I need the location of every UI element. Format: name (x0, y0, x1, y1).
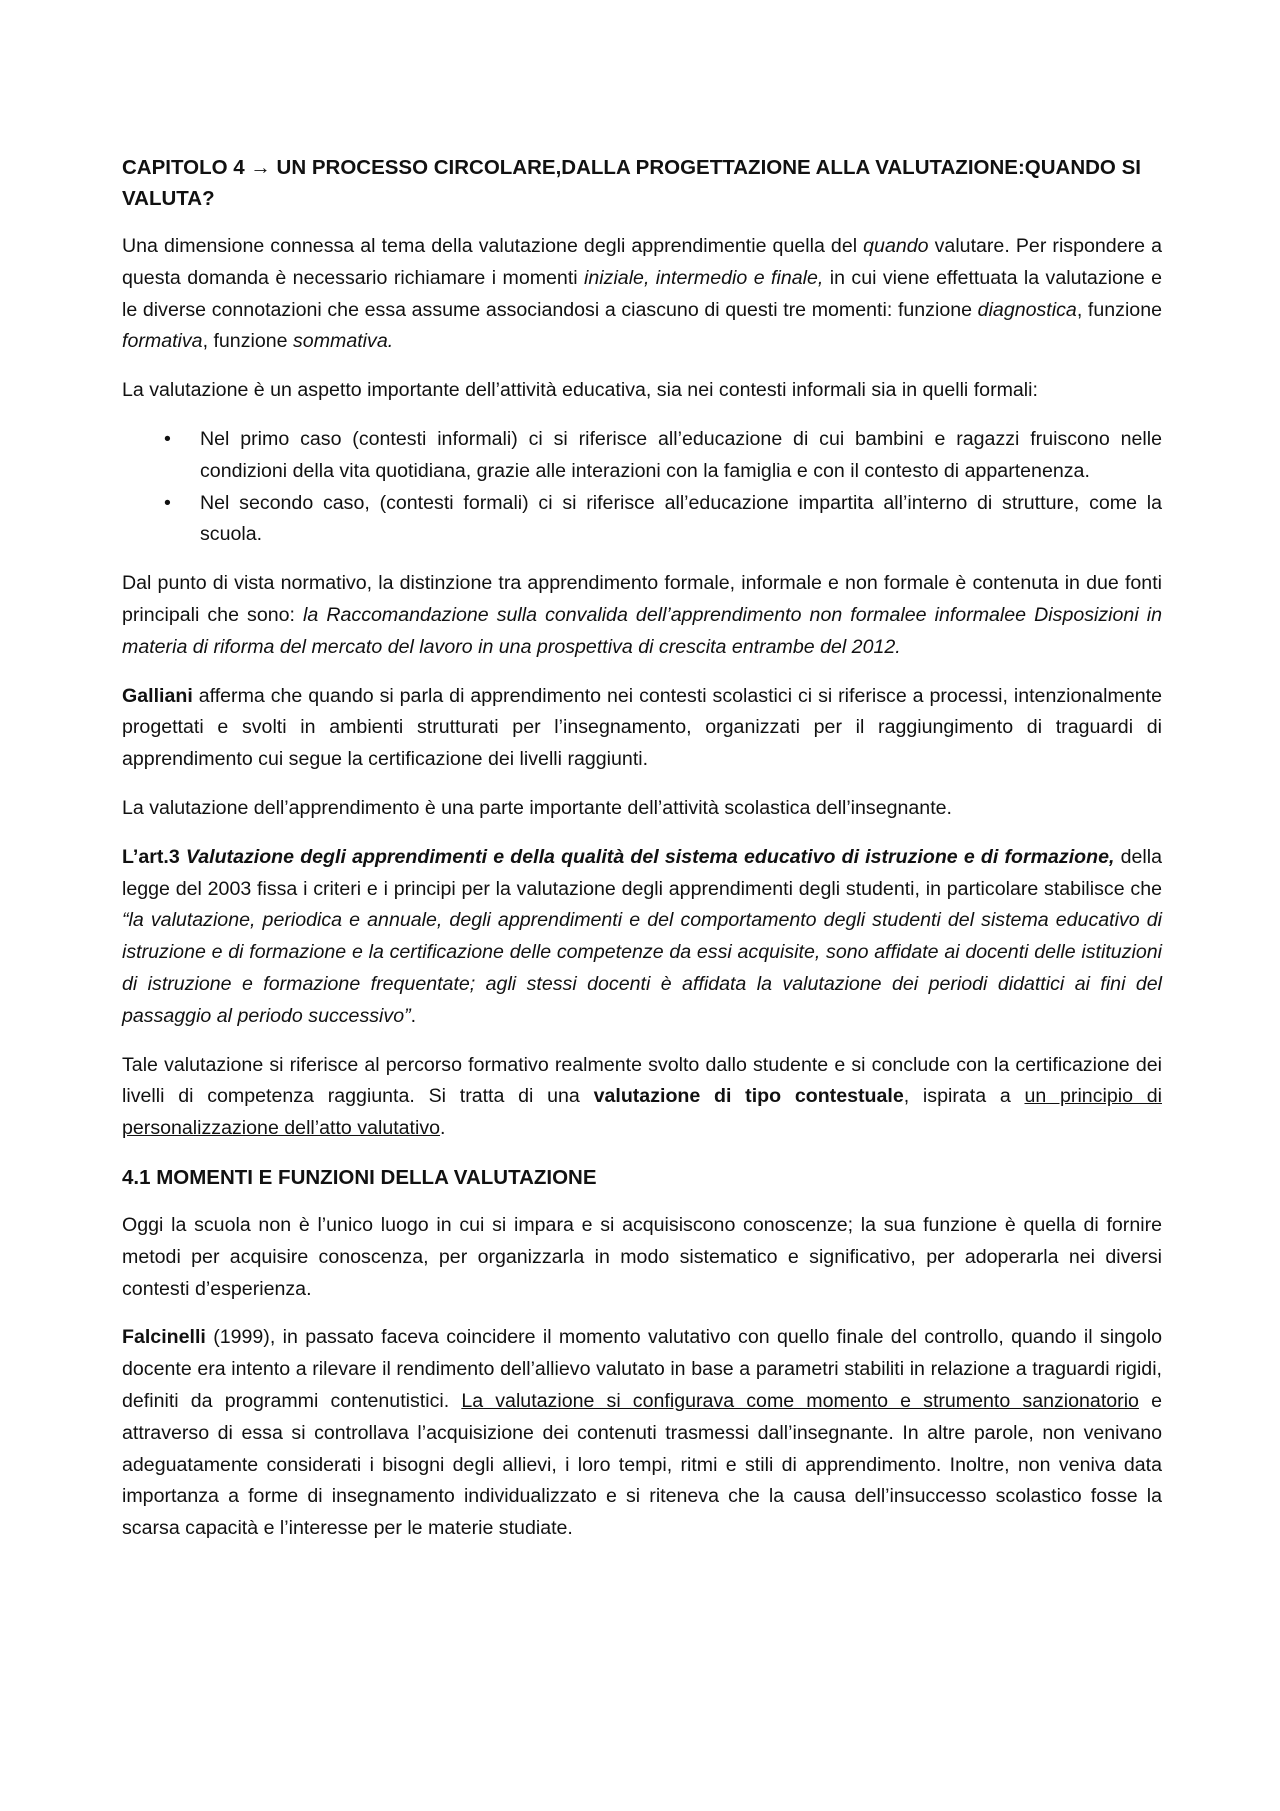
text-run: Tale valutazione si riferisce al percorso formativo realmente svolto dallo studente e si conclude con la certificazione dei livelli di competenza raggiunta. Si tratta di una (122, 1053, 1162, 1108)
bold-run: Galliani (122, 684, 193, 707)
italic-run: “la valutazione, periodica e annuale, degli apprendimenti e del comportamento degli studenti del sistema educativo di istruzione e di formazione e la certificazione delle competenze da essi acquisite, sono affidate ai docenti delle istituzioni di istruzione e formazione frequentate; agli stessi docenti è affidata la valutazione dei periodi didattici ai fini del passaggio al periodo successivo” (122, 909, 1162, 1027)
italic-run: iniziale, intermedio e finale, (584, 266, 824, 289)
bold-run: L’art.3 (122, 845, 186, 868)
italic-run: formativa (122, 330, 203, 353)
text-run: valutare. Per rispondere a questa domanda è necessario richiamare i momenti (122, 235, 1162, 289)
bullet-list (122, 424, 1162, 551)
text-run: , ispirata a (903, 1085, 1025, 1108)
paragraph-contexts: La valutazione è un aspetto importante dell’attività educativa, sia nei contesti informali sia in quelli formali: (122, 379, 1038, 402)
paragraph-assessment: La valutazione dell’apprendimento è una parte importante dell’attività scolastica dell’insegnante. (122, 796, 952, 819)
text-run: della legge del 2003 fissa i criteri e i principi per la valutazione degli apprendimenti degli studenti, in particolare stabilisce che (122, 845, 1163, 900)
paragraph-intro (122, 231, 1162, 358)
italic-run: la Raccomandazione sulla convalida dell’apprendimento non formalee informalee Disposizioni in materia di riforma del mercato del lavoro in una prospettiva di crescita entrambe del 2012. (122, 603, 1162, 658)
text-run: in cui viene effettuata la valutazione e le diverse connotazioni che essa assume associandosi a ciascuno di questi tre momenti: funzione (122, 266, 1162, 321)
text-run: . (410, 1004, 417, 1027)
text-run: Dal punto di vista normativo, la distinzione tra apprendimento formale, informale e non formale è contenuta in due fonti principali che sono: (122, 572, 1162, 626)
section-title: 4.1 MOMENTI E FUNZIONI DELLA VALUTAZIONE (122, 1165, 597, 1189)
chapter-title-prefix: CAPITOLO 4 (122, 156, 251, 179)
bold-run: valutazione di tipo contestuale (593, 1085, 904, 1108)
text-run: e attraverso di essa si controllava l’acquisizione dei contenuti trasmessi dall’insegnante. In altre parole, non venivano adeguatamente considerati i bisogni degli allievi, i loro tempi, ritmi e stili di apprendimento. Inoltre, non veniva data importanza a forme di insegnamento individualizzato e si riteneva che la causa dell’insuccesso scolastico fosse la scarsa capacità e l’interesse per le materie studiate. (122, 1389, 1162, 1540)
arrow-right-icon: → (250, 156, 271, 179)
paragraph-falcinelli (122, 1322, 1162, 1545)
list-item (122, 424, 1162, 488)
italic-run: sommativa. (293, 330, 394, 353)
bullet-icon: • (164, 427, 171, 450)
underline-run: La valutazione si configurava come momento e strumento sanzionatorio (461, 1389, 1139, 1412)
text-run: , funzione (1076, 298, 1162, 321)
paragraph-law (122, 842, 1162, 1033)
paragraph-galliani (122, 681, 1162, 776)
list-item-text: Nel secondo caso, (contesti formali) ci si riferisce all’educazione impartita all’interno di strutture, come la scuola. (200, 491, 1162, 546)
list-item (122, 488, 1162, 552)
paragraph-contextual (122, 1050, 1162, 1145)
text-run: Una dimensione connessa al tema della valutazione degli apprendimentie quella del (122, 235, 864, 257)
paragraph-school: Oggi la scuola non è l’unico luogo in cui si impara e si acquisiscono conoscenze; la sua funzione è quella di fornire metodi per acquisire conoscenza, per organizzarla in modo sistematico e significativo, per adoperarla nei diversi contesti d’esperienza. (122, 1213, 1162, 1300)
underline-run: un principio di personalizzazione dell’atto valutativo (122, 1085, 1162, 1140)
text-run: (1999), in passato faceva coincidere il momento valutativo con quello finale del controllo, quando il singolo docente era intento a rilevare il rendimento dell’allievo valutato in base a parametri stabiliti in relazione a traguardi rigidi, definiti da programmi contenutistici. (122, 1326, 1162, 1412)
bullet-icon: • (164, 491, 171, 514)
text-run: afferma che quando si parla di apprendimento nei contesti scolastici ci si riferisce a processi, intenzionalmente progettati e svolti in ambienti strutturati per l’insegnamento, organizzati per il raggiungimento di traguardi di apprendimento cui segue la certificazione dei livelli raggiunti. (122, 684, 1162, 771)
text-run: . (440, 1117, 446, 1140)
italic-run: diagnostica (977, 298, 1077, 321)
chapter-title-text: UN PROCESSO CIRCOLARE,DALLA PROGETTAZIONE ALLA VALUTAZIONE:QUANDO SI VALUTA? (122, 156, 1141, 210)
list-item-text: Nel primo caso (contesti informali) ci si riferisce all’educazione di cui bambini e ragazzi fruiscono nelle condizioni della vita quotidiana, grazie alle interazioni con la famiglia e con il contesto di appartenenza. (200, 427, 1162, 482)
italic-run: quando (863, 235, 929, 257)
text-run: , funzione (202, 330, 293, 353)
bold-run: Falcinelli (122, 1326, 206, 1349)
paragraph-normative (122, 568, 1162, 663)
chapter-title (122, 152, 1162, 214)
bold-italic-run: Valutazione degli apprendimenti e della qualità del sistema educativo di istruzione e di formazione, (185, 845, 1115, 868)
document-page (122, 152, 1162, 1562)
